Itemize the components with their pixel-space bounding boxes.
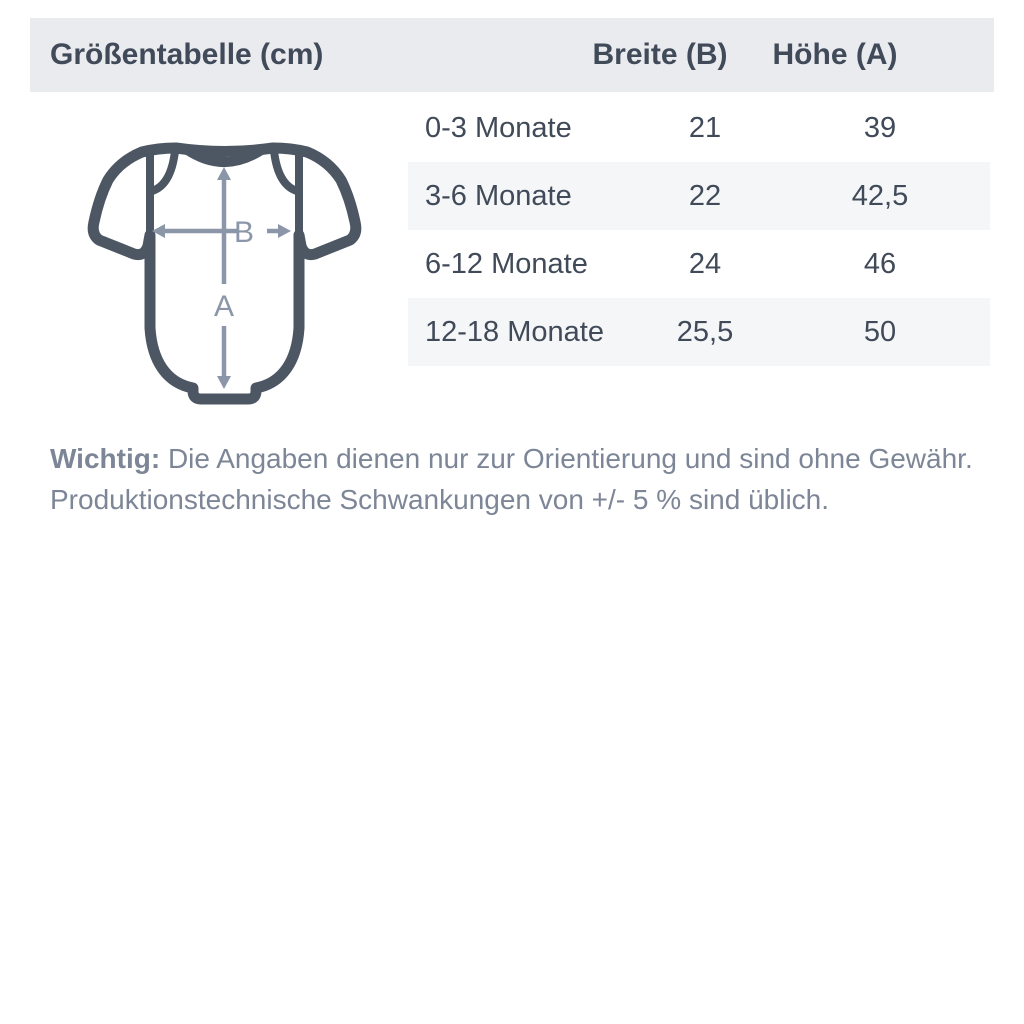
column-header-breite: Breite (B): [592, 38, 728, 71]
table-row: [408, 230, 990, 298]
width-label: B: [233, 216, 255, 249]
cell-hoehe: 46: [863, 248, 897, 280]
bodysuit-measurement-diagram: [58, 138, 364, 410]
cell-breite: 21: [688, 112, 722, 144]
table-row: [408, 94, 990, 162]
row-label: 12-18 Monate: [425, 316, 604, 348]
row-label: 3-6 Monate: [425, 180, 572, 212]
cell-breite: 24: [688, 248, 722, 280]
table-row: [408, 162, 990, 230]
baby-bodysuit-icon: [58, 138, 364, 410]
row-label: 0-3 Monate: [425, 112, 572, 144]
page-title: Größentabelle (cm): [50, 38, 324, 71]
disclaimer-line2: Produktionstechnische Schwankungen von +/- 5 % sind üblich.: [50, 484, 830, 515]
cell-breite: 22: [688, 180, 722, 212]
cell-hoehe: 50: [863, 316, 897, 348]
row-label: 6-12 Monate: [425, 248, 588, 280]
disclaimer-label: Wichtig:: [50, 443, 161, 474]
column-header-hoehe: Höhe (A): [772, 38, 898, 71]
cell-hoehe: 39: [863, 112, 897, 144]
cell-breite: 25,5: [676, 316, 734, 348]
height-label: A: [213, 290, 235, 323]
disclaimer-text: [50, 438, 980, 520]
table-row: [408, 298, 990, 366]
disclaimer-line1: Die Angaben dienen nur zur Orientierung und sind ohne Gewähr.: [167, 443, 973, 474]
size-table: [408, 94, 990, 366]
cell-hoehe: 42,5: [851, 180, 909, 212]
